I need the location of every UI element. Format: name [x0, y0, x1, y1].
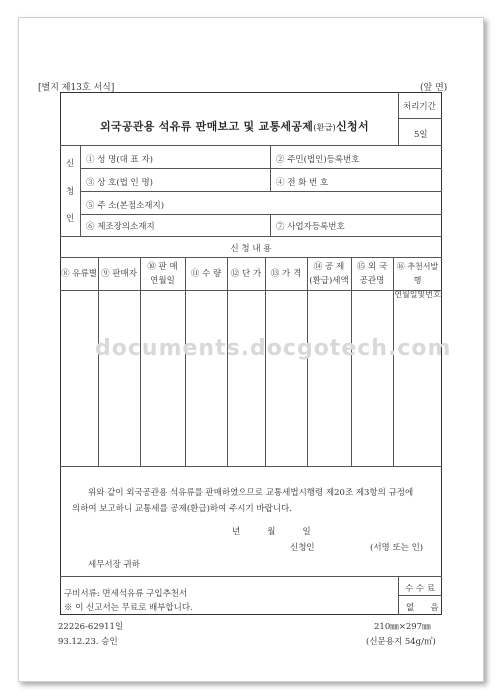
col-line-2	[140, 257, 141, 466]
title-tail: 신청서	[336, 120, 369, 133]
row-divider-2	[80, 191, 442, 192]
paper-spec: (신문용지 54g/㎡)	[366, 637, 436, 647]
applicant-side-label-3: 인	[66, 214, 75, 224]
applicant-bottom-line	[60, 236, 442, 237]
col-line-4	[227, 257, 228, 466]
applicant-signature-label: 신청인	[290, 543, 315, 553]
col-header-quantity: ⑪ 수 량	[190, 269, 222, 279]
statement-line-2: 의하여 보고하니 교통세를 공제(환급)하여 주시기 바랍니다.	[72, 504, 292, 514]
fee-divider	[398, 595, 442, 596]
fee-vline	[398, 576, 399, 615]
processing-period-value: 5일	[414, 130, 428, 140]
statement-bottom-line	[60, 576, 442, 577]
col-line-6	[307, 257, 308, 466]
signature-placeholder: (서명 또는 인)	[370, 543, 424, 553]
row-divider-3	[80, 214, 442, 215]
col-header-tax-deduction: ⑭ 공 제 (환급)세액	[309, 262, 349, 286]
factory-location-label: ⑥ 제조장의소재지	[86, 222, 155, 232]
col-line-3	[185, 257, 186, 466]
fee-value: 없 음	[406, 603, 439, 613]
business-number-label: ⑦ 사업자등록번호	[276, 222, 345, 232]
col-line-1	[98, 257, 99, 466]
processing-vline	[398, 92, 399, 145]
statement-line-1: 위와 같이 외국공관용 석유류를 판매하였으므로 교통세법시행령 제20조 제3항의 규정에	[88, 488, 414, 498]
processing-divider	[398, 118, 442, 119]
col-header-unit-price: ⑫ 단 가	[230, 269, 262, 279]
col-line-5	[265, 257, 266, 466]
title-main: 외국공관용 석유류 판매보고 및 교통세공제	[100, 120, 314, 133]
column-header-line	[60, 290, 442, 291]
table-bottom-line	[60, 466, 442, 467]
applicant-mid-vline-top	[270, 145, 271, 191]
form-code: 22226-62911일	[58, 622, 124, 632]
applicant-label-vline	[80, 145, 81, 236]
applicant-side-label-1: 신	[66, 159, 75, 169]
applicant-side-label-2: 청	[66, 187, 75, 197]
name-field-label: ① 성 명(대 표 자)	[86, 155, 153, 165]
address-field-label: ⑤ 주 소(본점소재지)	[86, 201, 165, 211]
page-side-label: (앞 면)	[420, 83, 448, 93]
form-title	[100, 118, 369, 134]
attachments-line-1: 구비서류: 면세석유류 구입추천서	[64, 589, 188, 599]
row-divider-1	[80, 168, 442, 169]
approval-date: 93.12.23. 승인	[58, 637, 118, 647]
col-line-7	[351, 257, 352, 466]
request-section-label: 신 청 내 용	[230, 244, 272, 254]
applicant-mid-vline-bottom	[270, 214, 271, 236]
statement-date: 년 월 일	[232, 527, 311, 537]
processing-period-label: 처리기간	[403, 102, 436, 112]
fee-label: 수 수 료	[405, 584, 436, 594]
attachments-line-2: ※ 이 신고서는 무료로 배부합니다.	[64, 603, 193, 613]
paper-size: 210㎜×297㎜	[374, 622, 431, 632]
col-header-embassy-name: ⑮ 외 국 공관명	[356, 262, 388, 286]
col-header-price: ⑬ 가 격	[270, 269, 302, 279]
col-header-seller: ⑨ 판매자	[101, 269, 137, 279]
watermark-text: documents.docgotech.com	[95, 336, 452, 361]
recipient-label: 세무서장 귀하	[88, 560, 140, 570]
title-bottom-line	[60, 145, 442, 146]
title-sub: (환급)	[313, 123, 337, 132]
form-number: [별지 제13호 서식]	[38, 83, 115, 93]
col-header-sale-date: ⑩ 판 매 연월일	[147, 262, 178, 286]
col-header-recommendation: ⑯ 추천서발행 연월일및번호	[394, 262, 441, 299]
company-field-label: ③ 상 호(법 인 명)	[86, 178, 153, 188]
col-header-oil-type: ⑧ 유류별	[61, 269, 97, 279]
section-label-line	[60, 257, 442, 258]
phone-field-label: ④ 전 화 번 호	[276, 178, 329, 188]
resident-number-label: ② 주민(법인)등록번호	[276, 155, 360, 165]
